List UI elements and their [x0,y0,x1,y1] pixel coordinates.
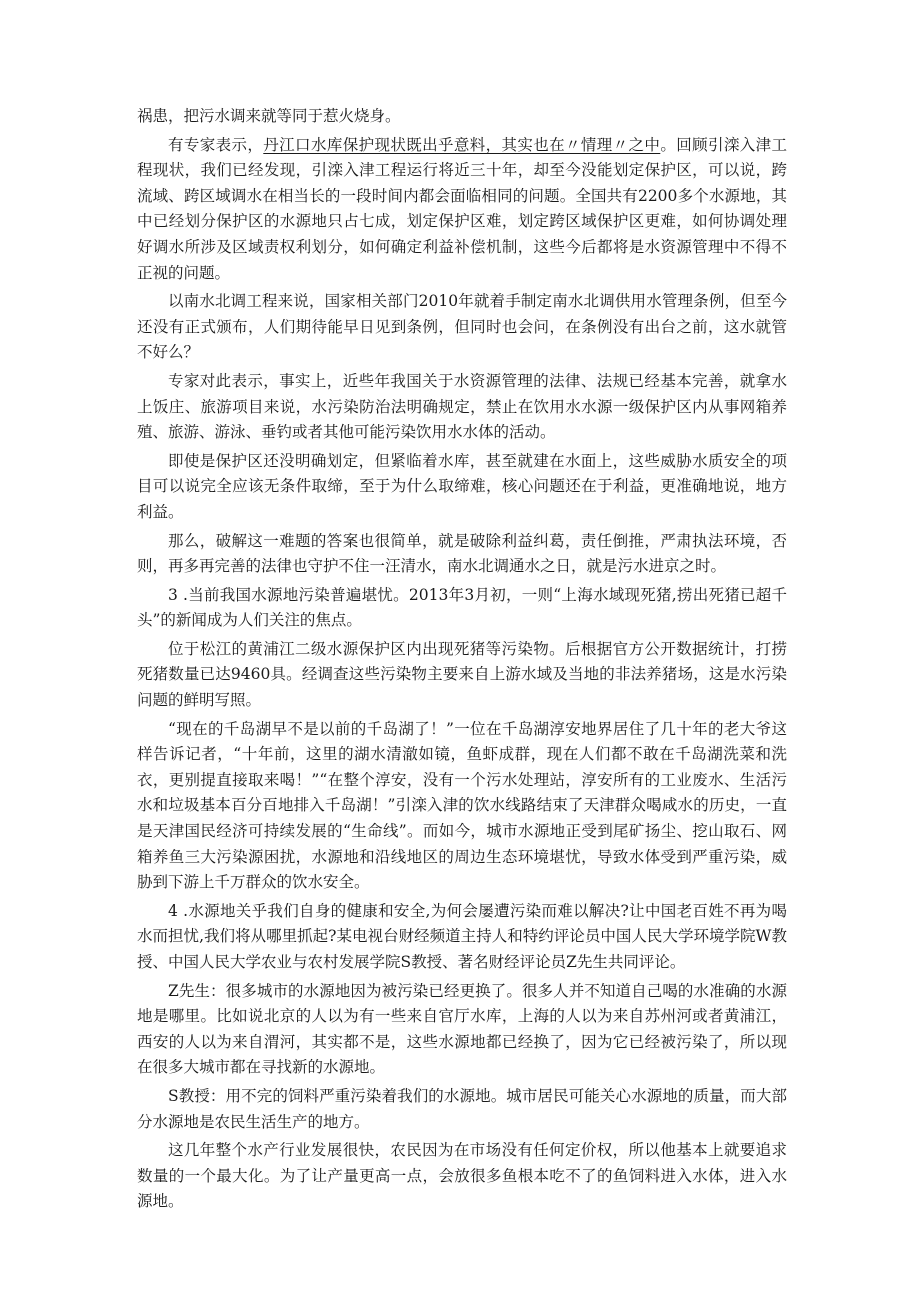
paragraph-6: 那么，破解这一难题的答案也很简单，就是破除利益纠葛，责任倒推，严肃执法环境，否则，再多再完善的法律也守护不住一汪清水，南水北调通水之日，就是污水进京之时。 [137,531,787,576]
underlined-sentence: 丹江口水库保护现状既出乎意料，其实也在〃情理〃之中 [263,135,661,154]
paragraph-3: 以南水北调工程来说，国家相关部门2010年就着手制定南水北调供用水管理条例，但至今还没有正式颁布，人们期待能早日见到条例，但同时也会问，在条例没有出台之前，这水就管不好么？ [137,292,787,362]
paragraph-8: 位于松江的黄浦江二级水源保护区内出现死猪等污染物。后根据官方公开数据统计，打捞死猪数量已达9460具。经调查这些污染物主要来自上游水域及当地的非法养猪场，这是水污染问题的鲜明写照。 [137,639,787,710]
paragraph-2-lead: 有专家表示， [168,135,264,154]
paragraph-1: 祸患，把污水调来就等同于惹火烧身。 [137,107,401,125]
paragraph-13: 这几年整个水产行业发展很快，农民因为在市场没有任何定价权，所以他基本上就要追求数量的一个最大化。为了让产量更高一点，会放很多鱼根本吃不了的鱼饲料进入水体，进入水源地。 [137,1141,787,1211]
paragraph-4: 专家对此表示，事实上，近些年我国关于水资源管理的法律、法规已经基本完善，就拿水上饭庄、旅游项目来说，水污染防治法明确规定，禁止在饮用水水源一级保护区内从事网箱养殖、旅游、游泳、垂钓或者其他可能污染饮用水水体的活动。 [137,371,787,442]
paragraph-7-section-3: 3 .当前我国水源地污染普遍堪忧。2013年3月初，一则“上海水域现死猪,捞出死猪已超千头”的新闻成为人们关注的焦点。 [137,585,787,630]
paragraph-2-rest: 。回顾引滦入津工程现状，我们已经发现，引滦入津工程运行将近三十年，却至今没能划定保护区，可以说，跨流域、跨区域调水在相当长的一段时间内都会面临相同的问题。全国共有2200多个水源地，其中已经划分保护区的水源地只占七成，划定保护区难，划定跨区域保护区更难，如何协调处理好调水所涉及区域责权利划分，如何确定利益补偿机制，这些今后都将是水资源管理中不得不正视的问题。 [137,135,787,282]
document-body [137,104,787,1215]
paragraph-5: 即使是保护区还没明确划定，但紧临着水库，甚至就建在水面上，这些威胁水质安全的项目可以说完全应该无条件取缔，至于为什么取缔难，核心问题还在于利益，更准确地说，地方利益。 [137,451,787,521]
paragraph-10-section-4: 4 .水源地关乎我们自身的健康和安全,为何会屡遭污染而难以解决?让中国老百姓不再为喝水而担忧,我们将从哪里抓起?某电视台财经频道主持人和特约评论员中国人民大学环境学院W教授、中国人民大学农业与农村发展学院S教授、著名财经评论员Z先生共同评论。 [137,901,787,971]
paragraph-12: S教授：用不完的饲料严重污染着我们的水源地。城市居民可能关心水源地的质量，而大部分水源地是农民生活生产的地方。 [137,1086,787,1131]
paragraph-9: “现在的千岛湖早不是以前的千岛湖了！”一位在千岛湖淳安地界居住了几十年的老大爷这样告诉记者，“十年前，这里的湖水清澈如镜，鱼虾成群，现在人们都不敢在千岛湖洗菜和洗衣，更别提直接取来喝！”“在整个淳安，没有一个污水处理站，淳安所有的工业废水、生活污水和垃圾基本百分百地排入千岛湖！”引滦入津的饮水线路结束了天津群众喝咸水的历史，一直是天津国民经济可持续发展的“生命线”。而如今，城市水源地正受到尾矿扬尘、挖山取石、网箱养鱼三大污染源困扰，水源地和沿线地区的周边生态环境堪忧，导致水体受到严重污染，威胁到下游上千万群众的饮水安全。 [137,719,787,892]
paragraph-11: Z先生：很多城市的水源地因为被污染已经更换了。很多人并不知道自己喝的水准确的水源地是哪里。比如说北京的人以为有一些来自官厅水库，上海的人以为来自苏州河或者黄浦江，西安的人以为来自渭河，其实都不是，这些水源地都已经换了，因为它已经被污染了，所以现在很多大城市都在寻找新的水源地。 [137,981,787,1077]
paragraph-2 [137,133,787,287]
